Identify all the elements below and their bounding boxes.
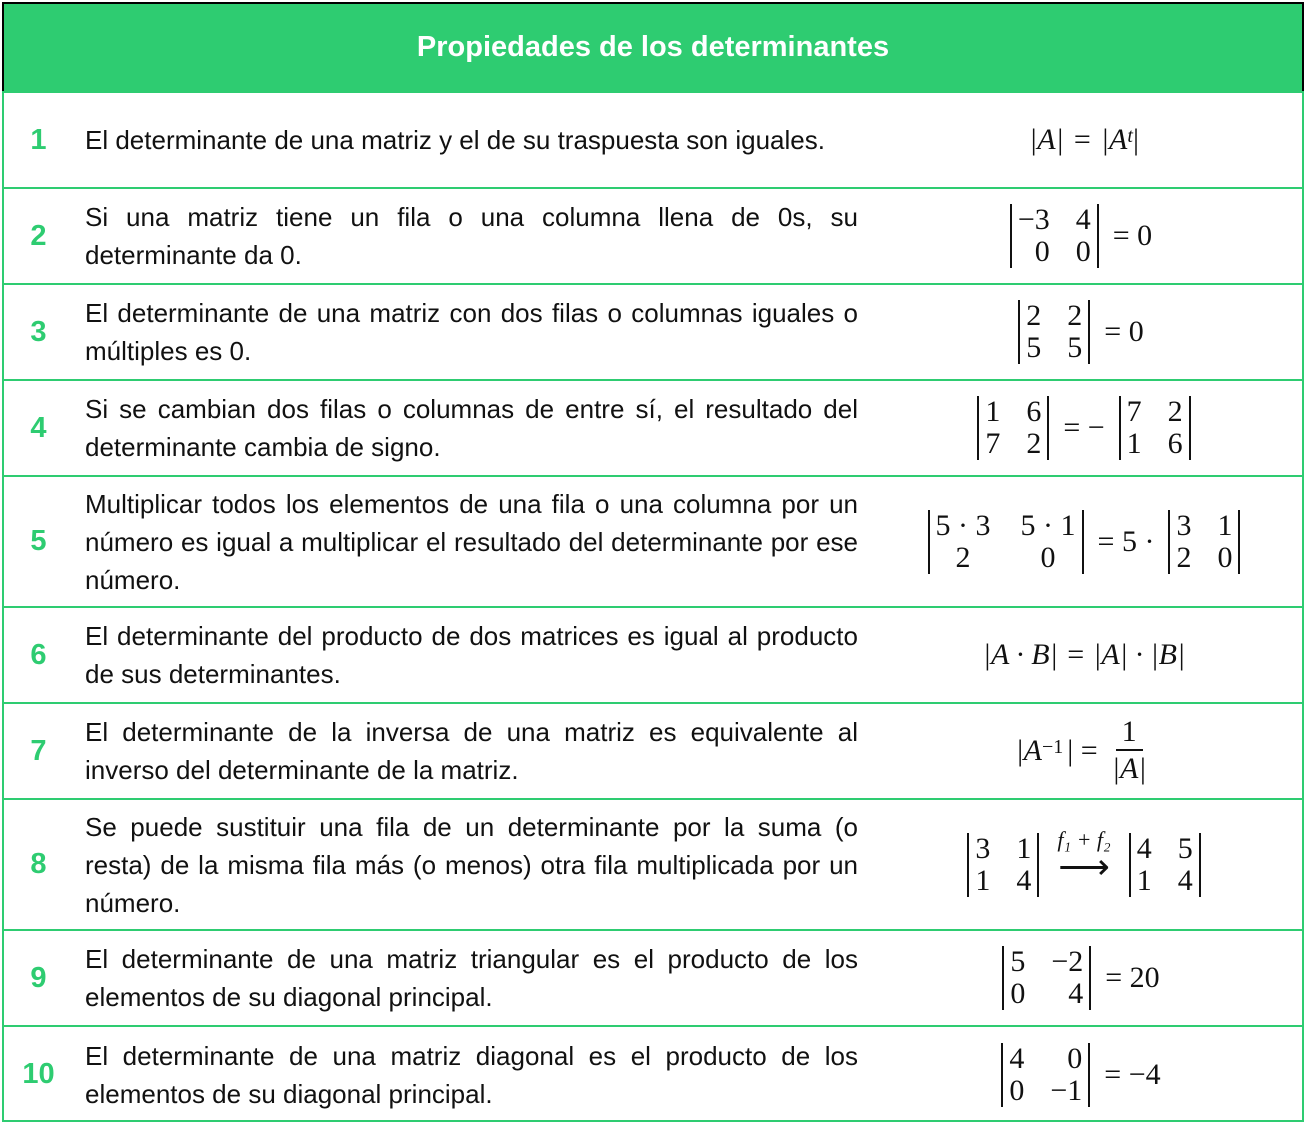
properties-table (2, 2, 1304, 1122)
determinant-matrix: −3 4 0 0 (1010, 204, 1099, 268)
row-formula: 1 6 7 2 = − 7 2 1 6 (864, 381, 1304, 475)
row-description: El determinante de una matriz diagonal es el producto de los elementos de su diagonal principal. (85, 1040, 858, 1109)
row-description: El determinante del producto de dos matrices es igual al producto de sus determinantes. (85, 621, 858, 689)
table-row (2, 187, 1304, 283)
row-formula: |A $^{-1}$ | = $\frac{1}{|A|}$ (864, 704, 1304, 798)
row-formula (864, 800, 1304, 929)
determinant-matrix: 4 5 1 4 (1129, 833, 1201, 897)
row-number: 7 (30, 734, 47, 767)
row-formula: 4 0 0 −1 = −4 (864, 1027, 1304, 1122)
determinant-matrix: 4 0 0 −1 (1001, 1043, 1090, 1107)
row-formula: 5 · 3 5 · 1 2 0 = 5 · 3 1 2 0 (864, 477, 1304, 606)
table-row (2, 379, 1304, 475)
table-row (2, 606, 1304, 702)
row-description: El determinante de una matriz triangular es el producto de los elementos de su diagonal principal. (85, 944, 858, 1012)
row-description: Se puede sustituir una fila de un determinante por la suma (o resta) de la misma fila más (o menos) otra fila multiplicada por un número. (85, 811, 858, 918)
row-description: Multiplicar todos los elementos de una fila o una columna por un número es igual a multiplicar el resultado del determinante por ese número. (85, 488, 858, 595)
fraction: $\frac{1}{|A|}$ (1111, 715, 1147, 785)
determinant-matrix: 3 1 1 4 (967, 833, 1039, 897)
row-number: 5 (30, 525, 47, 557)
table-row (2, 283, 1304, 379)
row-number: 8 (30, 848, 47, 880)
row-number: 6 (30, 638, 47, 671)
determinant-matrix: 3 1 2 0 (1168, 510, 1240, 574)
row-formula: 2 2 5 5 = 0 (864, 285, 1304, 379)
row-description: Si una matriz tiene un fila o una columna llena de 0s, su determinante da 0. (85, 202, 858, 270)
row-description: El determinante de una matriz con dos filas o columnas iguales o múltiples es 0. (85, 298, 858, 366)
table-row (2, 798, 1304, 929)
row-formula: 5 −2 0 4 = 20 (864, 931, 1304, 1025)
table-row (2, 929, 1304, 1025)
row-number: 4 (30, 411, 47, 444)
row-number: 3 (30, 315, 47, 348)
row-description: El determinante de una matriz y el de su traspuesta son iguales. (85, 125, 825, 155)
table-row (2, 91, 1304, 187)
row-operation-arrow: f₁ + f₂ ⟶ (1057, 826, 1111, 887)
table-title: Propiedades de los determinantes (2, 2, 1304, 93)
determinant-matrix: 7 2 1 6 (1119, 396, 1191, 460)
row-description: Si se cambian dos filas o columnas de entre sí, el resultado del determinante cambia de signo. (85, 394, 858, 462)
row-formula: |A| = |A $^t$ | (1029, 123, 1139, 156)
row-number: 2 (30, 219, 47, 252)
row-number: 1 (30, 123, 47, 156)
table-row (2, 1025, 1304, 1122)
table-row (2, 702, 1304, 798)
determinant-matrix: 5 −2 0 4 (1002, 946, 1091, 1010)
row-number: 9 (30, 961, 47, 994)
row-number: 10 (22, 1058, 55, 1090)
row-description: El determinante de la inversa de una matriz es equivalente al inverso del determinante de la matriz. (85, 717, 858, 785)
determinant-matrix: 5 · 3 5 · 1 2 0 (928, 510, 1084, 574)
determinant-matrix: 2 2 5 5 (1018, 300, 1090, 364)
row-formula: |A · B| = |A| · |B| (982, 638, 1186, 671)
row-formula: −3 4 0 0 = 0 (864, 189, 1304, 283)
table-row (2, 475, 1304, 606)
determinant-matrix: 1 6 7 2 (977, 396, 1049, 460)
